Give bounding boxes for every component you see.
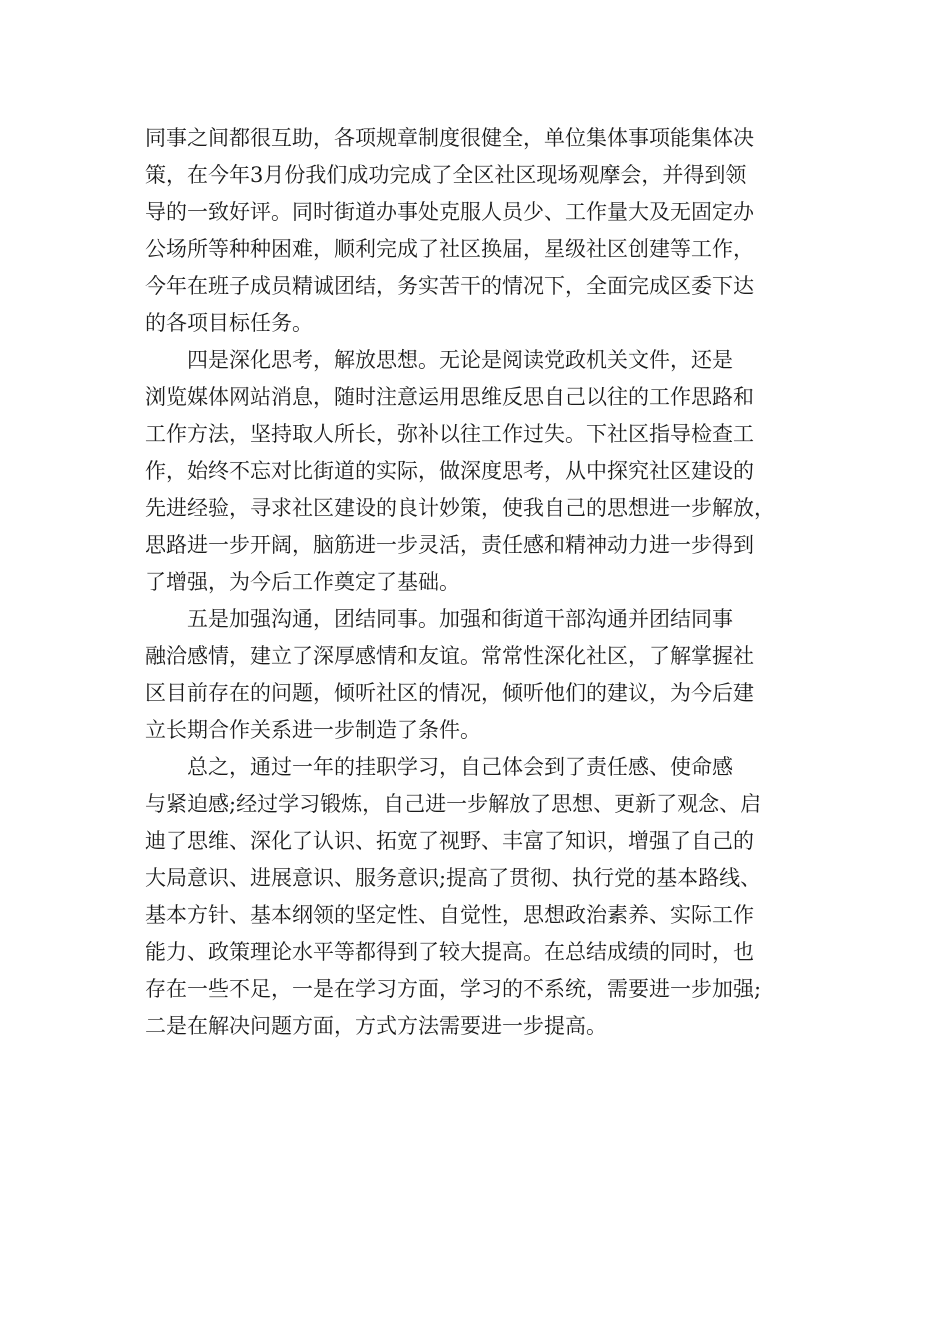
text-line: 存在一些不足，一是在学习方面，学习的不系统，需要进一步加强; xyxy=(145,977,762,1001)
text-line: 大局意识、进展意识、服务意识;提高了贯彻、执行党的基本路线、 xyxy=(145,866,762,890)
text-line: 立长期合作关系进一步制造了条件。 xyxy=(145,718,481,742)
text-line: 工作方法，坚持取人所长，弥补以往工作过失。下社区指导检查工 xyxy=(145,422,754,446)
text-line: 策，在今年3月份我们成功完成了全区社区现场观摩会，并得到领 xyxy=(145,163,747,187)
text-line: 总之，通过一年的挂职学习，自己体会到了责任感、使命感 xyxy=(145,755,733,779)
text-line: 公场所等种种困难，顺利完成了社区换届，星级社区创建等工作， xyxy=(145,237,754,261)
paragraph-summary xyxy=(145,749,817,1045)
paragraph-item-4 xyxy=(145,342,817,601)
text-line: 区目前存在的问题，倾听社区的情况，倾听他们的建议，为今后建 xyxy=(145,681,754,705)
document-body xyxy=(145,120,817,1045)
text-line: 与紧迫感;经过学习锻炼，自己进一步解放了思想、更新了观念、启 xyxy=(145,792,762,816)
text-line: 迪了思维、深化了认识、拓宽了视野、丰富了知识，增强了自己的 xyxy=(145,829,754,853)
text-line: 作，始终不忘对比街道的实际，做深度思考，从中探究社区建设的 xyxy=(145,459,754,483)
text-line: 融洽感情，建立了深厚感情和友谊。常常性深化社区，了解掌握社 xyxy=(145,644,754,668)
text-line: 导的一致好评。同时街道办事处克服人员少、工作量大及无固定办 xyxy=(145,200,754,224)
text-line: 基本方针、基本纲领的坚定性、自觉性，思想政治素养、实际工作 xyxy=(145,903,754,927)
text-line: 四是深化思考，解放思想。无论是阅读党政机关文件，还是 xyxy=(145,348,733,372)
text-line: 能力、政策理论水平等都得到了较大提高。在总结成绩的同时，也 xyxy=(145,940,754,964)
text-line: 浏览媒体网站消息，随时注意运用思维反思自己以往的工作思路和 xyxy=(145,385,754,409)
text-line: 的各项目标任务。 xyxy=(145,311,313,335)
text-line: 今年在班子成员精诚团结，务实苦干的情况下，全面完成区委下达 xyxy=(145,274,754,298)
text-line: 了增强，为今后工作奠定了基础。 xyxy=(145,570,460,594)
text-line: 思路进一步开阔，脑筋进一步灵活，责任感和精神动力进一步得到 xyxy=(145,533,754,557)
text-line: 同事之间都很互助，各项规章制度很健全，单位集体事项能集体决 xyxy=(145,126,754,150)
paragraph-continued xyxy=(145,120,817,342)
paragraph-item-5 xyxy=(145,601,817,749)
text-line: 五是加强沟通，团结同事。加强和街道干部沟通并团结同事 xyxy=(145,607,733,631)
text-line: 先进经验，寻求社区建设的良计妙策，使我自己的思想进一步解放， xyxy=(145,496,775,520)
text-line: 二是在解决问题方面，方式方法需要进一步提高。 xyxy=(145,1014,607,1038)
